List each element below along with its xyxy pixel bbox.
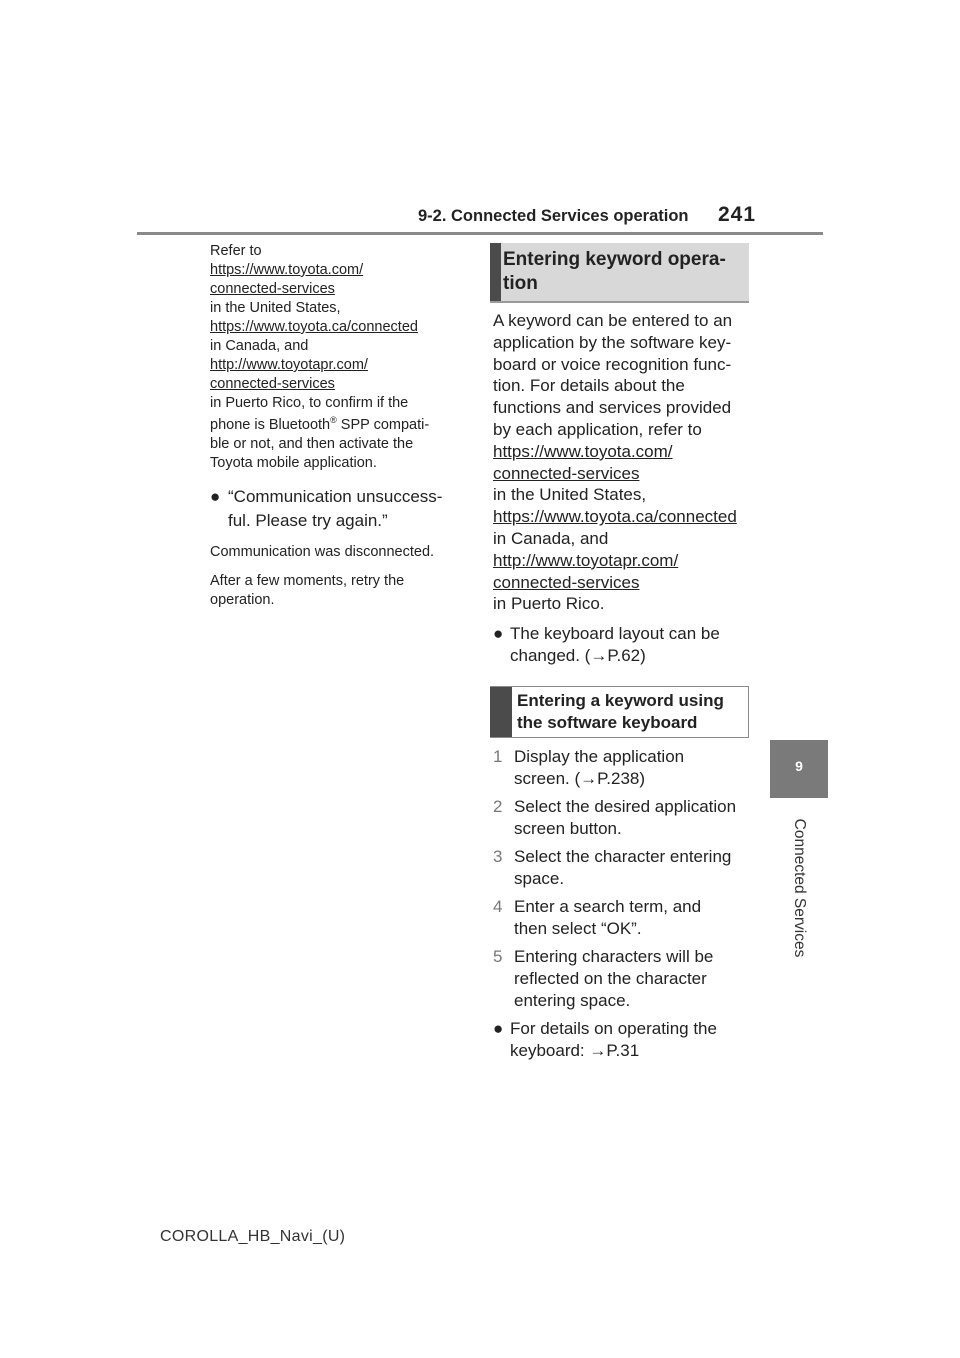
registered-mark: ® (330, 415, 337, 426)
bullet-icon: ● (493, 624, 504, 644)
step-line: reflected on the character (514, 969, 707, 988)
intro-line: Refer to (210, 243, 262, 259)
body-line: functions and services provided (493, 398, 732, 418)
step-line: Select the character entering (514, 847, 732, 866)
right-column-body (493, 310, 755, 667)
bullet-line: changed. (→P.62) (510, 645, 646, 665)
step-line: space. (514, 869, 565, 888)
step-number: 1 (493, 747, 503, 766)
bullet-line: For details on operating the (510, 1019, 717, 1038)
toyota-us-link-cont[interactable]: connected-services (210, 281, 335, 297)
bullet-icon: ● (210, 487, 221, 506)
keyboard-details-bullet (493, 1018, 755, 1062)
chapter-tab-number: 9 (795, 758, 803, 774)
toyota-us-link[interactable]: https://www.toyota.com/ (493, 441, 673, 461)
step-line: entering space. (514, 991, 631, 1010)
step-list (493, 746, 755, 1062)
bullet-icon: ● (493, 1019, 504, 1038)
message-bullet (210, 485, 462, 533)
step-item (493, 896, 755, 940)
step-item (493, 946, 755, 1012)
intro-line: ble or not, and then activate the (210, 436, 414, 452)
toyota-pr-link-cont[interactable]: connected-services (493, 572, 640, 592)
toyota-ca-link[interactable]: https://www.toyota.ca/connected (493, 507, 737, 527)
intro-line: in Puerto Rico, to confirm if the (210, 395, 409, 411)
body-line: in Canada, and (493, 528, 609, 548)
intro-line (210, 416, 462, 435)
intro-text: phone is Bluetooth (210, 417, 331, 433)
section-heading-software-keyboard (490, 686, 749, 738)
body-line: in Puerto Rico. (493, 594, 605, 614)
paragraph (210, 543, 462, 562)
page-number: 241 (718, 203, 757, 226)
paragraph-line: Communication was disconnected. (210, 544, 435, 560)
step-item (493, 746, 755, 790)
heading-line: Entering keyword opera- (503, 249, 726, 270)
heading-line: the software keyboard (517, 713, 698, 732)
document-footer: COROLLA_HB_Navi_(U) (160, 1228, 346, 1245)
step-line: Select the desired application (514, 797, 737, 816)
bullet-line: The keyboard layout can be (510, 624, 720, 644)
toyota-ca-link[interactable]: https://www.toyota.ca/connected (210, 319, 418, 335)
step-line: Entering characters will be (514, 947, 714, 966)
paragraph (210, 572, 462, 610)
heading-text (517, 690, 724, 734)
toyota-pr-link-cont[interactable]: connected-services (210, 376, 335, 392)
step-number: 4 (493, 897, 503, 916)
heading-text (503, 248, 726, 296)
toyota-us-link-cont[interactable]: connected-services (493, 463, 640, 483)
toyota-pr-link[interactable]: http://www.toyotapr.com/ (493, 550, 679, 570)
step-line: screen button. (514, 819, 622, 838)
bullet-line: ful. Please try again.” (228, 511, 388, 530)
step-item (493, 796, 755, 840)
section-title: 9-2. Connected Services operation (418, 207, 689, 225)
heading-bar (490, 687, 512, 737)
body-line: application by the software key- (493, 332, 732, 352)
step-line: Display the application (514, 747, 685, 766)
body-line: by each application, refer to (493, 419, 702, 439)
keyboard-layout-bullet (493, 623, 755, 667)
step-line: screen. (→P.238) (514, 769, 646, 788)
body-line: A keyword can be entered to an (493, 311, 733, 330)
step-number: 3 (493, 847, 503, 866)
bullet-line: keyboard: →P.31 (510, 1041, 640, 1060)
intro-text: SPP compati- (336, 417, 430, 433)
toyota-pr-link[interactable]: http://www.toyotapr.com/ (210, 357, 368, 373)
header-divider (137, 232, 823, 235)
step-line: then select “OK”. (514, 919, 642, 938)
section-heading-keyword-operation (490, 243, 749, 303)
step-number: 5 (493, 947, 503, 966)
toyota-us-link[interactable]: https://www.toyota.com/ (210, 262, 364, 278)
bullet-line: “Communication unsuccess- (228, 487, 443, 506)
paragraph-line: After a few moments, retry the (210, 573, 405, 589)
heading-bar (490, 243, 501, 301)
chapter-tab-label: Connected Services (791, 818, 808, 958)
intro-line: in the United States, (210, 300, 341, 316)
step-item (493, 846, 755, 890)
body-line: in the United States, (493, 485, 647, 505)
body-line: board or voice recognition func- (493, 354, 732, 374)
heading-line: Entering a keyword using (517, 691, 724, 710)
step-number: 2 (493, 797, 503, 816)
intro-line: in Canada, and (210, 338, 309, 354)
step-line: Enter a search term, and (514, 897, 702, 916)
heading-line: tion (503, 273, 538, 294)
body-line: tion. For details about the (493, 376, 685, 396)
left-column (210, 242, 462, 610)
intro-line: Toyota mobile application. (210, 455, 377, 471)
paragraph-line: operation. (210, 592, 275, 608)
